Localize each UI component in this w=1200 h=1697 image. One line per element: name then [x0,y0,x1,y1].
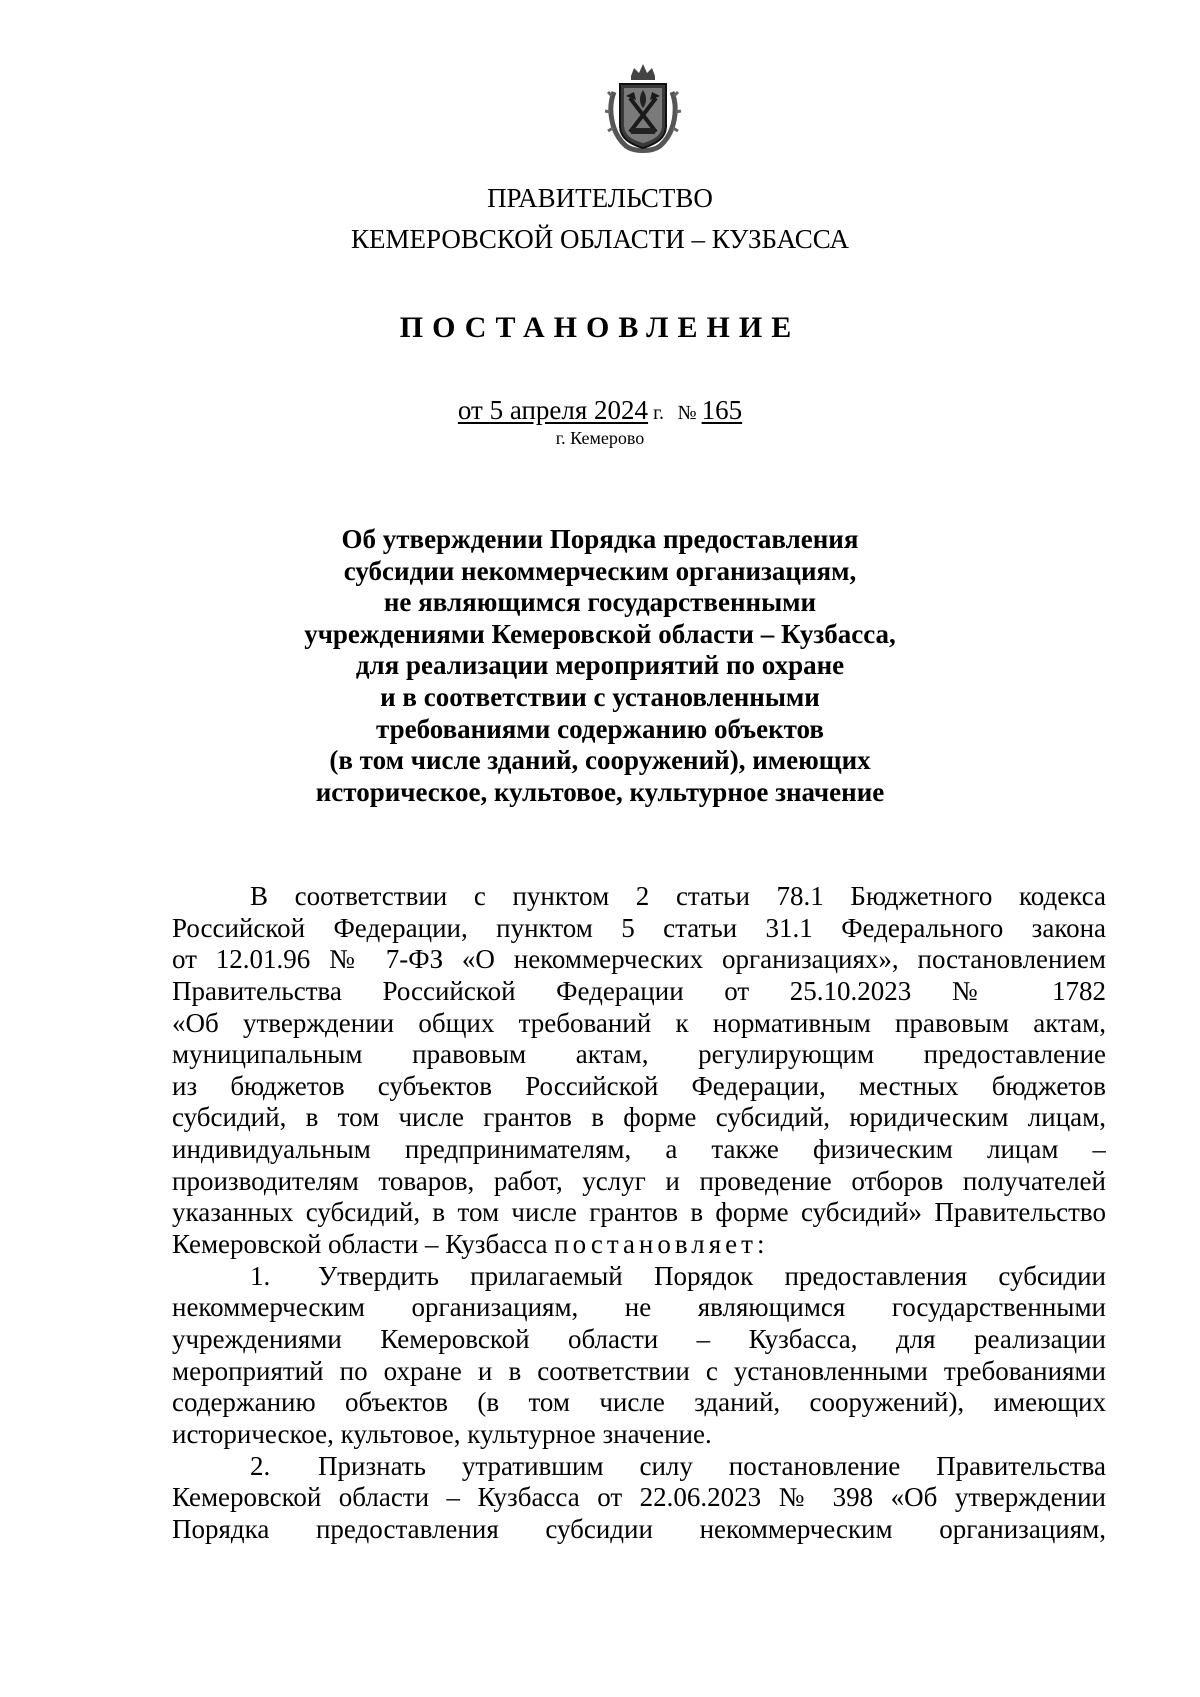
preamble-line: от 12.01.96 № 7-ФЗ «О некоммерческих организациях», постановлением [172,944,1106,975]
preamble-line: Правительства Российской Федерации от 25.10.2023 № 1782 [172,975,1106,1006]
item-2-line: Кемеровской области – Кузбасса от 22.06.2023 № 398 «Об утверждении [172,1482,1106,1513]
preamble-line: «Об утверждении общих требований к нормативным правовым актам, [172,1007,1106,1038]
preamble-last-line [172,1229,1106,1261]
city-name: г. Кемерово [555,428,645,448]
preamble-line: В соответствии с пунктом 2 статьи 78.1 Бюджетного кодекса [250,881,1106,911]
item-number: 1. [250,1260,271,1291]
item-number: 2. [250,1450,271,1481]
item-1-line: некоммерческим организациям, не являющимся государственными [172,1292,1106,1323]
item-text: Признать утратившим силу постановление Правительства [318,1450,1106,1481]
item-1-line: историческое, культовое, культурное значение. [172,1418,712,1449]
document-type-heading: ПОСТАНОВЛЕНИЕ [399,311,801,344]
resolves-word: постановляет: [554,1229,769,1260]
document-date-number-row [0,395,1200,428]
title-line: для реализации мероприятий по охране [355,650,845,681]
coat-of-arms-emblem [604,62,682,154]
date-prefix: от [457,395,490,425]
document-body [172,881,1106,1545]
title-line: историческое, культовое, культурное значение [315,776,885,807]
preamble-line: из бюджетов субъектов Российской Федерации, местных бюджетов [172,1070,1106,1101]
item-text: Утвердить прилагаемый Порядок предоставления субсидии [318,1260,1106,1291]
item-2-line: Порядка предоставления субсидии некоммерческим организациям, [172,1513,1106,1544]
document-title [300,524,900,808]
government-name-line-2: КЕМЕРОВСКОЙ ОБЛАСТИ – КУЗБАССА [351,224,849,254]
number-sign: № [677,402,702,424]
item-1-line: содержанию объектов (в том числе зданий, сооружений), имеющих [172,1387,1106,1418]
title-line: Об утверждении Порядка предоставления [341,524,859,554]
title-line: (в том числе зданий, сооружений), имеющих [329,745,871,776]
item-2-first-line [172,1451,1106,1483]
preamble-line: указанных субсидий, в том числе грантов в форме субсидий» Правительство [172,1197,1106,1228]
item-1-first-line [172,1261,1106,1293]
item-1-line: учреждениями Кемеровской области – Кузбасса, для реализации [172,1323,1106,1354]
title-line: требованиями содержанию объектов [376,713,824,744]
title-line: субсидии некоммерческим организациям, [343,555,857,586]
title-line: учреждениями Кемеровской области – Кузбасса, [304,618,896,649]
document-number: 165 [701,395,743,425]
item-1-line: мероприятий по охране и в соответствии с установленными требованиями [172,1355,1106,1386]
preamble-line: индивидуальным предпринимателям, а также физическим лицам – [172,1134,1106,1165]
preamble-line: муниципальным правовым актам, регулирующим предоставление [172,1039,1106,1070]
title-line: и в соответствии с установленными [380,681,820,712]
preamble-last-line-text: Кемеровской области – Кузбасса [172,1229,555,1260]
preamble-line: субсидий, в том числе грантов в форме субсидий, юридическим лицам, [172,1102,1106,1133]
title-line: не являющимся государственными [383,587,817,618]
year-suffix: г. [648,402,665,424]
government-name-line-1: ПРАВИТЕЛЬСТВО [487,183,713,213]
preamble-line: Российской Федерации, пунктом 5 статьи 31.1 Федерального закона [172,912,1106,943]
preamble-line: производителям товаров, работ, услуг и проведение отборов получателей [172,1165,1106,1196]
document-date: 5 апреля 2024 [489,395,649,425]
